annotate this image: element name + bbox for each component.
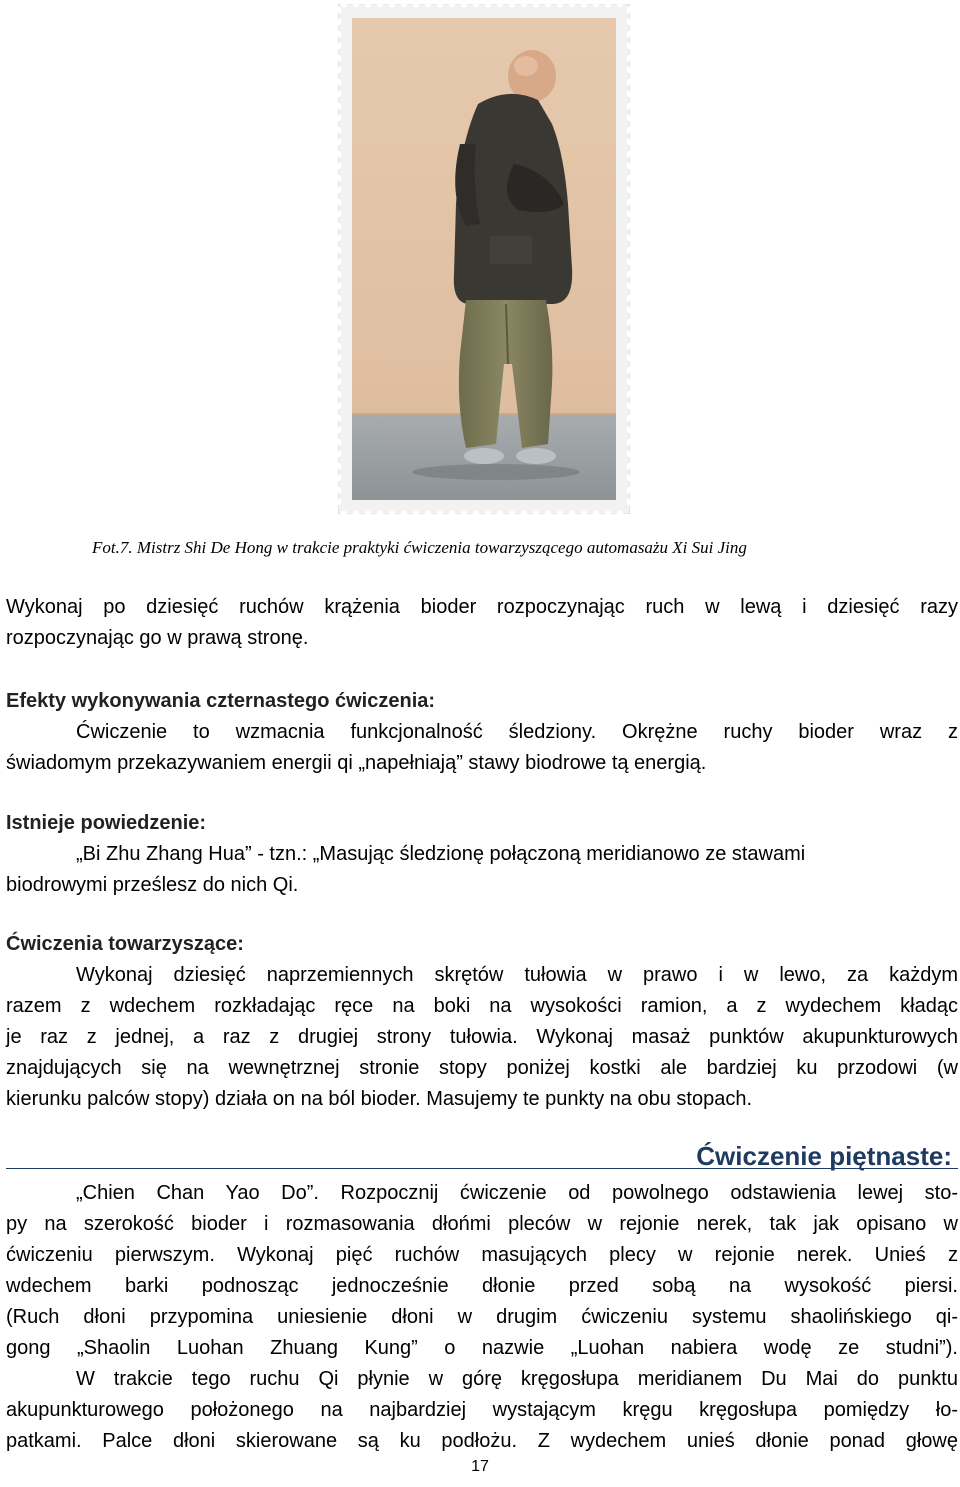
accompanying-line-1: Wykonaj dziesięć naprzemiennych skrętów tułowia w prawo i w lewo, za każdym (76, 964, 958, 986)
accompanying-line-2: razem z wdechem rozkładając ręce na boki na wysokości ramion, a z wydechem kładąc (6, 995, 958, 1017)
section-15-line-2: py na szerokość bioder i rozmasowania dłońmi pleców w rejonie nerek, tak jak opisano w (6, 1213, 958, 1235)
intro-line-1: Wykonaj po dziesięć ruchów krążenia bioder rozpoczynając ruch w lewą i dziesięć razy (6, 596, 958, 618)
photo-caption: Fot.7. Mistrz Shi De Hong w trakcie praktyki ćwiczenia towarzyszącego automasażu Xi Sui Jing (92, 538, 747, 557)
effects-line-2: świadomym przekazywaniem energii qi „napełniają” stawy biodrowe tą energią. (6, 752, 707, 774)
section-15-heading: Ćwiczenie piętnaste: (696, 1141, 952, 1171)
saying-line-1: „Bi Zhu Zhang Hua” - tzn.: „Masując śledzionę połączoną meridianowo ze stawami (76, 843, 806, 865)
section-15-line-5: (Ruch dłoni przypomina uniesienie dłoni w drugim ćwiczeniu systemu shaolińskiego qi- (6, 1306, 958, 1328)
section-15-line-4: wdechem barki podnosząc jednocześnie dłonie przed sobą na wysokość piersi. (6, 1275, 958, 1297)
accompanying-line-3: je raz z jednej, a raz z drugiej strony tułowia. Wykonaj masaż punktów akupunkturowych (6, 1026, 958, 1048)
effects-line-1: Ćwiczenie to wzmacnia funkcjonalność śledziony. Okrężne ruchy bioder wraz z (76, 721, 958, 743)
stamp-photo (338, 4, 630, 514)
section-15-line-8: akupunkturowego położonego na najbardziej wystającym kręgu kręgosłupa pomiędzy ło- (6, 1399, 958, 1421)
effects-heading: Efekty wykonywania czternastego ćwiczenia: (6, 690, 436, 712)
saying-line-2: biodrowymi prześlesz do nich Qi. (6, 874, 299, 896)
section-15-line-1: „Chien Chan Yao Do”. Rozpocznij ćwiczenie od powolnego odstawienia lewej sto- (76, 1182, 958, 1204)
intro-line-2: rozpoczynając go w prawą stronę. (6, 627, 309, 649)
section-15-line-7: W trakcie tego ruchu Qi płynie w górę kręgosłupa meridianem Du Mai do punktu (76, 1368, 958, 1390)
section-15-line-9: patkami. Palce dłoni skierowane są ku podłożu. Z wydechem unieś dłonie ponad głowę (6, 1430, 958, 1452)
section-15-line-6: gong „Shaolin Luohan Zhuang Kung” o nazwie „Luohan nabiera wodę ze studni”). (6, 1337, 958, 1359)
saying-heading: Istnieje powiedzenie: (6, 812, 207, 834)
accompanying-heading: Ćwiczenia towarzyszące: (6, 933, 244, 955)
page-number: 17 (471, 1458, 489, 1475)
accompanying-line-4: znajdujących się na wewnętrznej stronie stopy poniżej kostki ale bardziej ku przodowi (w (6, 1057, 958, 1079)
section-15-line-3: ćwiczeniu pierwszym. Wykonaj pięć ruchów masujących plecy w rejonie nerek. Unieś z (6, 1244, 958, 1266)
accompanying-line-5: kierunku palców stopy) działa on na ból bioder. Masujemy te punkty na obu stopach. (6, 1088, 752, 1110)
